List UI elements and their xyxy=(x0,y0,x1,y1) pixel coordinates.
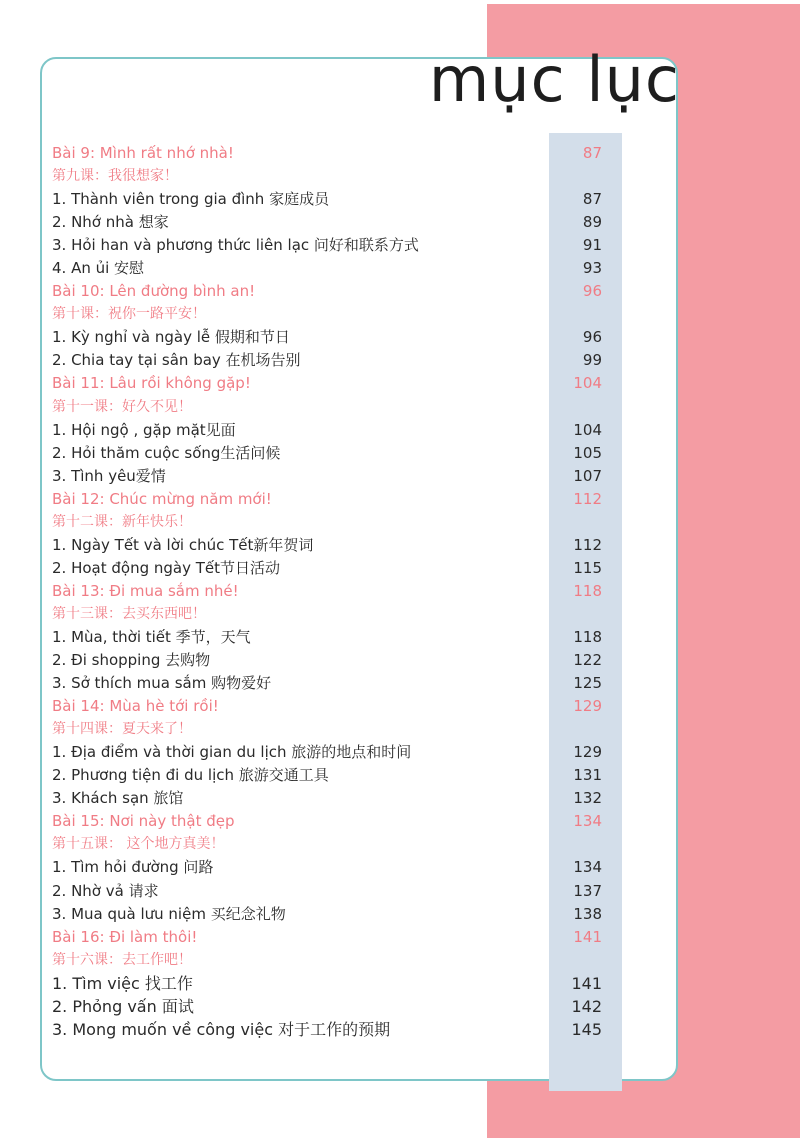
toc-row[interactable] xyxy=(52,649,602,672)
toc-row[interactable] xyxy=(52,257,602,280)
toc-entry-label: 第十二课：新年快乐！ xyxy=(52,513,192,530)
toc-row[interactable] xyxy=(52,303,602,326)
toc-entry-label: 1. Tìm hỏi đường 问路 xyxy=(52,858,214,877)
toc-page-number: 137 xyxy=(573,881,602,900)
toc-page-number: 112 xyxy=(573,489,602,508)
toc-row[interactable] xyxy=(52,972,602,995)
toc-row[interactable] xyxy=(52,856,602,879)
toc-entry-label: 第十六课：去工作吧！ xyxy=(52,951,192,968)
toc-entry-label: 1. Kỳ nghỉ và ngày lễ 假期和节日 xyxy=(52,328,290,347)
toc-row[interactable] xyxy=(52,741,602,764)
toc-entry-label: 第十课：祝你一路平安！ xyxy=(52,306,206,323)
toc-entry-label: 1. Ngày Tết và lời chúc Tết新年贺词 xyxy=(52,535,314,554)
toc-page-number: 87 xyxy=(582,190,602,209)
toc-row[interactable] xyxy=(52,580,602,603)
toc-entry-label: Bài 16: Đi làm thôi! xyxy=(52,927,198,946)
toc-entry-label: 1. Mùa, thời tiết 季节，天气 xyxy=(52,627,251,646)
toc-entry-label: 1. Địa điểm và thời gian du lịch 旅游的地点和时间 xyxy=(52,743,412,762)
toc-page-number: 141 xyxy=(571,973,602,993)
toc-row[interactable] xyxy=(52,396,602,419)
toc-row[interactable] xyxy=(52,488,602,511)
toc-entry-label: 2. Hỏi thăm cuộc sống生活问候 xyxy=(52,443,281,462)
toc-entry-label: 4. An ủi 安慰 xyxy=(52,259,145,278)
toc-entry-label: 2. Nhớ nhà 想家 xyxy=(52,213,169,232)
toc-row[interactable] xyxy=(52,695,602,718)
toc-page-number: 145 xyxy=(571,1019,602,1039)
toc-entry-label: Bài 13: Đi mua sắm nhé! xyxy=(52,581,239,600)
toc-row[interactable] xyxy=(52,349,602,372)
toc-entry-label: 1. Hội ngộ , gặp mặt见面 xyxy=(52,420,236,439)
toc-entry-label: 3. Tình yêu爱情 xyxy=(52,466,166,485)
toc-row[interactable] xyxy=(52,165,602,188)
toc-entry-label: 2. Phỏng vấn 面试 xyxy=(52,996,194,1016)
page-title: mục lục xyxy=(428,43,680,116)
toc-page-number: 122 xyxy=(573,651,602,670)
toc-row[interactable] xyxy=(52,211,602,234)
toc-page-number: 104 xyxy=(573,420,602,439)
toc-entry-label: 第十五课： 这个地方真美！ xyxy=(52,836,225,853)
toc-entry-label: Bài 15: Nơi này thật đẹp xyxy=(52,812,235,831)
toc-entry-label: 2. Phương tiện đi du lịch 旅游交通工具 xyxy=(52,766,329,785)
toc-row[interactable] xyxy=(52,188,602,211)
toc-page-number: 142 xyxy=(571,996,602,1016)
toc-page-number: 138 xyxy=(573,904,602,923)
toc-row[interactable] xyxy=(52,1018,602,1041)
toc-page-number: 107 xyxy=(573,466,602,485)
toc-row[interactable] xyxy=(52,534,602,557)
toc-row[interactable] xyxy=(52,372,602,395)
toc-row[interactable] xyxy=(52,718,602,741)
toc-page-number: 118 xyxy=(573,581,602,600)
toc-row[interactable] xyxy=(52,142,602,165)
toc-entry-label: Bài 11: Lâu rồi không gặp! xyxy=(52,374,251,393)
toc-entry-label: Bài 10: Lên đường bình an! xyxy=(52,282,256,301)
toc-row[interactable] xyxy=(52,880,602,903)
toc-entry-label: 第九课：我很想家！ xyxy=(52,168,178,185)
toc-entry-label: 第十一课：好久不见！ xyxy=(52,398,192,415)
toc-row[interactable] xyxy=(52,442,602,465)
toc-row[interactable] xyxy=(52,326,602,349)
toc-entry-label: 2. Chia tay tại sân bay 在机场告别 xyxy=(52,351,301,370)
toc-entry-label: 3. Mong muốn về công việc 对于工作的预期 xyxy=(52,1019,391,1039)
toc-entry-label: 3. Hỏi han và phương thức liên lạc 问好和联系方式 xyxy=(52,236,419,255)
toc-row[interactable] xyxy=(52,626,602,649)
toc-page-number: 96 xyxy=(582,328,602,347)
toc-entry-label: 1. Thành viên trong gia đình 家庭成员 xyxy=(52,190,330,209)
toc-page-number: 132 xyxy=(573,789,602,808)
toc-entry-label: 第十四课：夏天来了！ xyxy=(52,721,192,738)
toc-entry-label: 2. Hoạt động ngày Tết节日活动 xyxy=(52,558,281,577)
toc-row[interactable] xyxy=(52,465,602,488)
toc-entry-label: 2. Nhờ vả 请求 xyxy=(52,881,159,900)
toc-row[interactable] xyxy=(52,810,602,833)
toc-page-number: 93 xyxy=(582,259,602,278)
toc-entry-label: Bài 12: Chúc mừng năm mới! xyxy=(52,489,272,508)
toc-row[interactable] xyxy=(52,511,602,534)
toc-page-number: 105 xyxy=(573,443,602,462)
toc-row[interactable] xyxy=(52,672,602,695)
toc-page-number: 141 xyxy=(573,927,602,946)
toc-entry-label: 第十三课：去买东西吧！ xyxy=(52,605,206,622)
toc-row[interactable] xyxy=(52,280,602,303)
toc-entry-label: 1. Tìm việc 找工作 xyxy=(52,973,193,993)
toc-page-number: 104 xyxy=(573,374,602,393)
toc-page-number: 115 xyxy=(573,558,602,577)
toc-row[interactable] xyxy=(52,764,602,787)
toc-row[interactable] xyxy=(52,903,602,926)
toc-page-number: 129 xyxy=(573,697,602,716)
toc-entry-label: 3. Khách sạn 旅馆 xyxy=(52,789,184,808)
toc-page-number: 134 xyxy=(573,858,602,877)
toc-page-number: 125 xyxy=(573,674,602,693)
toc-page-number: 112 xyxy=(573,535,602,554)
toc-row[interactable] xyxy=(52,949,602,972)
toc-row[interactable] xyxy=(52,833,602,856)
toc-page-number: 91 xyxy=(582,236,602,255)
toc-entry-label: 2. Đi shopping 去购物 xyxy=(52,651,211,670)
toc-page-number: 134 xyxy=(573,812,602,831)
toc-row[interactable] xyxy=(52,787,602,810)
toc-page-number: 89 xyxy=(582,213,602,232)
table-of-contents xyxy=(52,142,602,1041)
toc-page-number: 96 xyxy=(582,282,602,301)
toc-page-number: 99 xyxy=(582,351,602,370)
toc-page-number: 87 xyxy=(582,144,602,162)
toc-row[interactable] xyxy=(52,557,602,580)
toc-row[interactable] xyxy=(52,603,602,626)
toc-row[interactable] xyxy=(52,419,602,442)
toc-row[interactable] xyxy=(52,234,602,257)
toc-entry-label: 3. Mua quà lưu niệm 买纪念礼物 xyxy=(52,904,286,923)
toc-row[interactable] xyxy=(52,995,602,1018)
toc-entry-label: Bài 9: Mình rất nhớ nhà! xyxy=(52,144,234,162)
toc-page-number: 118 xyxy=(573,627,602,646)
toc-entry-label: Bài 14: Mùa hè tới rồi! xyxy=(52,697,219,716)
toc-page-number: 129 xyxy=(573,743,602,762)
toc-row[interactable] xyxy=(52,926,602,949)
toc-entry-label: 3. Sở thích mua sắm 购物爱好 xyxy=(52,674,272,693)
toc-page-number: 131 xyxy=(573,766,602,785)
